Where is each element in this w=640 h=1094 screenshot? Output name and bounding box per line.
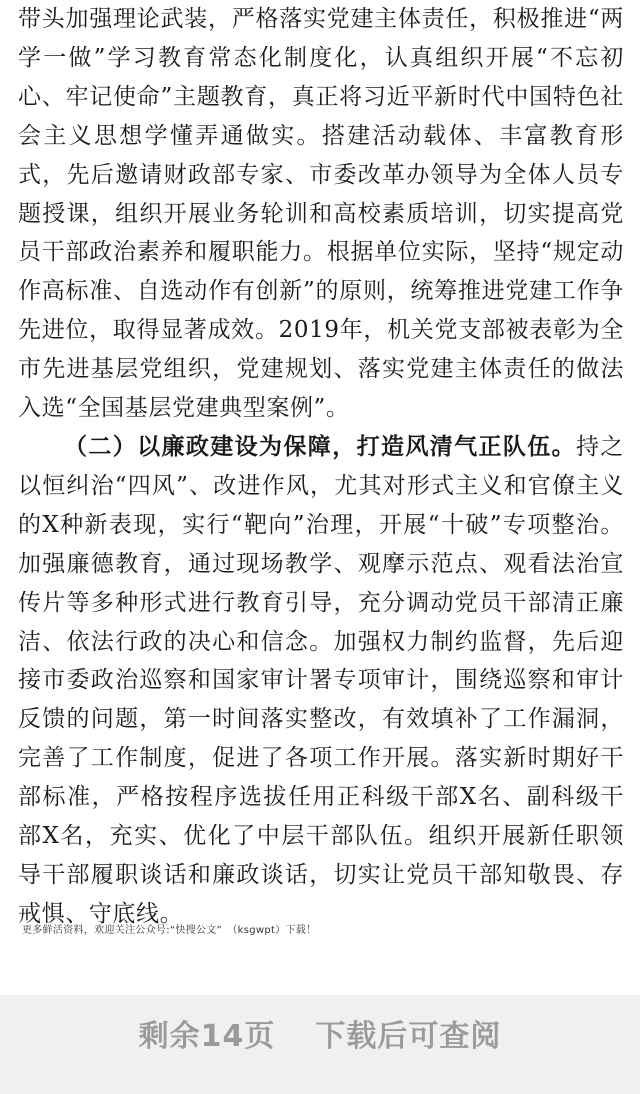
remaining-pages-text: 剩余14页 (138, 1019, 276, 1054)
paragraph-party-building: 带头加强理论武装，严格落实党建主体责任，积极推进“两学一做”学习教育常态化制度化，认真组织开展“不忘初心、牢记使命”主题教育，真正将习近平新时代中国特色社会主义思想学懂弄通做实。搭建活动载体、丰富教育形式，先后邀请财政部专家、市委改革办领导为全体人员专题授课，组织开展业务轮训和高校素质培训，切实提高党员干部政治素养和履职能力。根据单位实际，坚持“规定动作高标准、自选动作有创新”的原则，统筹推进党建工作争先进位，取得显著成效。2019年，机关党支部被表彰为全市先进基层党组织，党建规划、落实党建主体责任的做法入选“全国基层党建典型案例”。 (18, 6, 624, 422)
section-body: 持之以恒纠治“四风”、改进作风，尤其对形式主义和官僚主义的X种新表现，实行“靶向”治理，开展“十破”专项整治。加强廉德教育，通过现场教学、观摩示范点、观看法治宣传片等多种形式进行教育引导，充分调动党员干部清正廉洁、依法行政的决心和信念。加强权力制约监督，先后迎接市委政治巡察和国家审计署专项审计，围绕巡察和审计反馈的问题，第一时间落实整改，有效填补了工作漏洞，完善了工作制度，促进了各项工作开展。落实新时期好干部标准，严格按程序选拔任用正科级干部X名、副科级干部X名，充实、优化了中层干部队伍。组织开展新任职领导干部履职谈话和廉政谈话，切实让党员干部知敬畏、存戒惧、守底线。 (18, 433, 624, 927)
download-banner[interactable] (0, 1011, 640, 1055)
document-body (18, 0, 624, 934)
section-heading: （二）以廉政建设为保障，打造风清气正队伍。 (64, 432, 577, 460)
footer-note: 更多鲜活资料，欢迎关注公众号:“快搜公文” （ksgwpt）下载！ (22, 925, 317, 936)
download-prompt-text: 下载后可查阅 (315, 1019, 502, 1054)
paragraph-clean-government (18, 428, 624, 934)
